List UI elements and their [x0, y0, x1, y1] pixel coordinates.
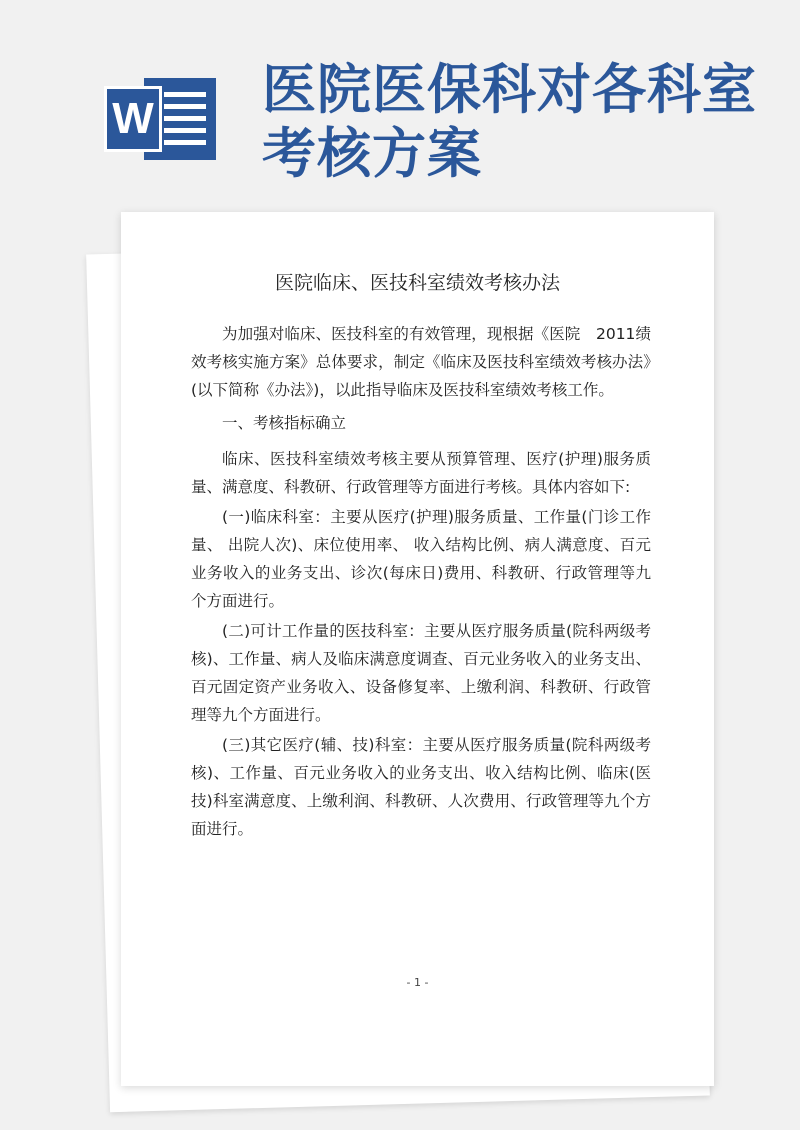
- document-page: [121, 212, 714, 1086]
- word-icon-letter: W: [104, 86, 162, 152]
- page-number: - 1 -: [406, 976, 429, 989]
- paragraph-intro: 为加强对临床、医技科室的有效管理，现根据《医院 2011绩效考核实施方案》总体要求，制定《临床及医技科室绩效考核办法》(以下简称《办法》)，以此指导临床及医技科室绩效考核工作。: [191, 325, 651, 399]
- paragraph-medtech: (二)可计工作量的医技科室：主要从医疗服务质量(院科两级考核)、工作量、病人及临床满意度调查、百元业务收入的业务支出、百元固定资产业务收入、设备修复率、上缴利润、科教研、行政管理等九个方面进行。: [191, 622, 651, 724]
- paragraph-other: (三)其它医疗(辅、技)科室：主要从医疗服务质量(院科两级考核)、工作量、百元业务收入的业务支出、收入结构比例、临床(医技)科室满意度、上缴利润、科教研、人次费用、行政管理等九个方面进行。: [191, 736, 651, 838]
- word-icon-line: [164, 116, 206, 121]
- document-body: [191, 320, 651, 843]
- word-document-icon: [104, 78, 216, 160]
- section-heading: 一、考核指标确立: [222, 414, 347, 432]
- paragraph-overview: 临床、医技科室绩效考核主要从预算管理、医疗(护理)服务质量、满意度、科教研、行政管理等方面进行考核。具体内容如下:: [191, 450, 651, 496]
- paragraph-clinical: (一)临床科室：主要从医疗(护理)服务质量、工作量(门诊工作量、 出院人次)、床位使用率、 收入结构比例、病人满意度、百元业务收入的业务支出、诊次(每床日)费用、科教研、行政管理等九个方面进行。: [191, 508, 651, 610]
- word-icon-line: [164, 104, 206, 109]
- banner-title: 医院医保科对各科室考核方案: [262, 58, 757, 185]
- word-icon-line: [164, 128, 206, 133]
- word-icon-line: [164, 92, 206, 97]
- document-title: 医院临床、医技科室绩效考核办法: [274, 272, 560, 294]
- word-icon-line: [164, 140, 206, 145]
